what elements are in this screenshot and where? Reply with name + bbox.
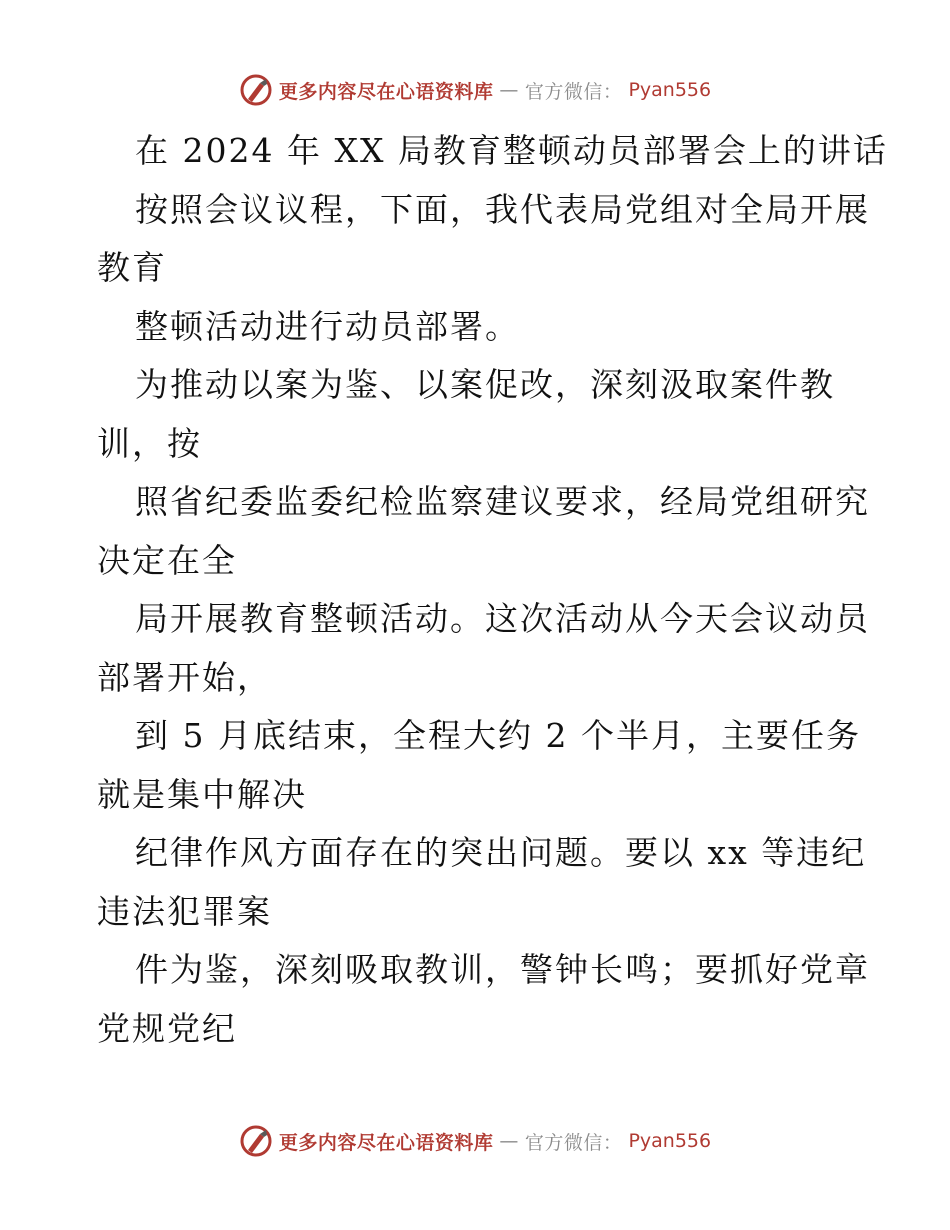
- header-watermark: [0, 70, 950, 110]
- paragraph-line: 按照会议议程，下面，我代表局党组对全局开展: [135, 189, 870, 229]
- paragraph-line: 照省纪委监委纪检监察建议要求，经局党组研究: [135, 482, 870, 521]
- document-body: [97, 122, 888, 1058]
- fountain-pen-seal-icon: [239, 1124, 273, 1158]
- watermark-separator: —: [499, 1130, 519, 1152]
- watermark-wechat-label: 官方微信：: [524, 1131, 623, 1154]
- paragraph-line: 训，按: [97, 423, 202, 463]
- paragraph-line: 件为鉴，深刻吸取教训，警钟长鸣；要抓好党章: [135, 950, 870, 989]
- paragraph-line: 违法犯罪案: [97, 891, 272, 931]
- paragraph-line: 到 5 月底结束，全程大约 2 个半月，主要任务: [135, 716, 861, 755]
- paragraph-line: 教育: [97, 248, 167, 287]
- paragraph-line: 就是集中解决: [97, 774, 307, 814]
- paragraph-line: 为推动以案为鉴、以案促改，深刻汲取案件教: [135, 365, 835, 404]
- watermark-wechat-id: Pyan556: [628, 79, 712, 101]
- paragraph-line: 党规党纪: [97, 1008, 237, 1048]
- watermark-wechat-label: 官方微信：: [524, 80, 623, 103]
- paragraph-line: 决定在全: [97, 540, 237, 580]
- paragraph-line: 局开展教育整顿活动。这次活动从今天会议动员: [135, 599, 870, 638]
- watermark-brand-text: 更多内容尽在心语资料库: [278, 1131, 494, 1154]
- watermark-wechat-id: Pyan556: [628, 1130, 712, 1152]
- document-title: 在 2024 年 XX 局教育整顿动员部署会上的讲话: [135, 131, 888, 170]
- fountain-pen-seal-icon: [239, 73, 273, 107]
- paragraph-line: 部署开始，: [97, 657, 272, 697]
- watermark-separator: —: [499, 79, 519, 101]
- paragraph-line: 整顿活动进行动员部署。: [135, 306, 520, 346]
- watermark-brand-text: 更多内容尽在心语资料库: [278, 80, 494, 103]
- paragraph-line: 纪律作风方面存在的突出问题。要以 xx 等违纪: [135, 833, 867, 872]
- footer-watermark: [0, 1121, 950, 1161]
